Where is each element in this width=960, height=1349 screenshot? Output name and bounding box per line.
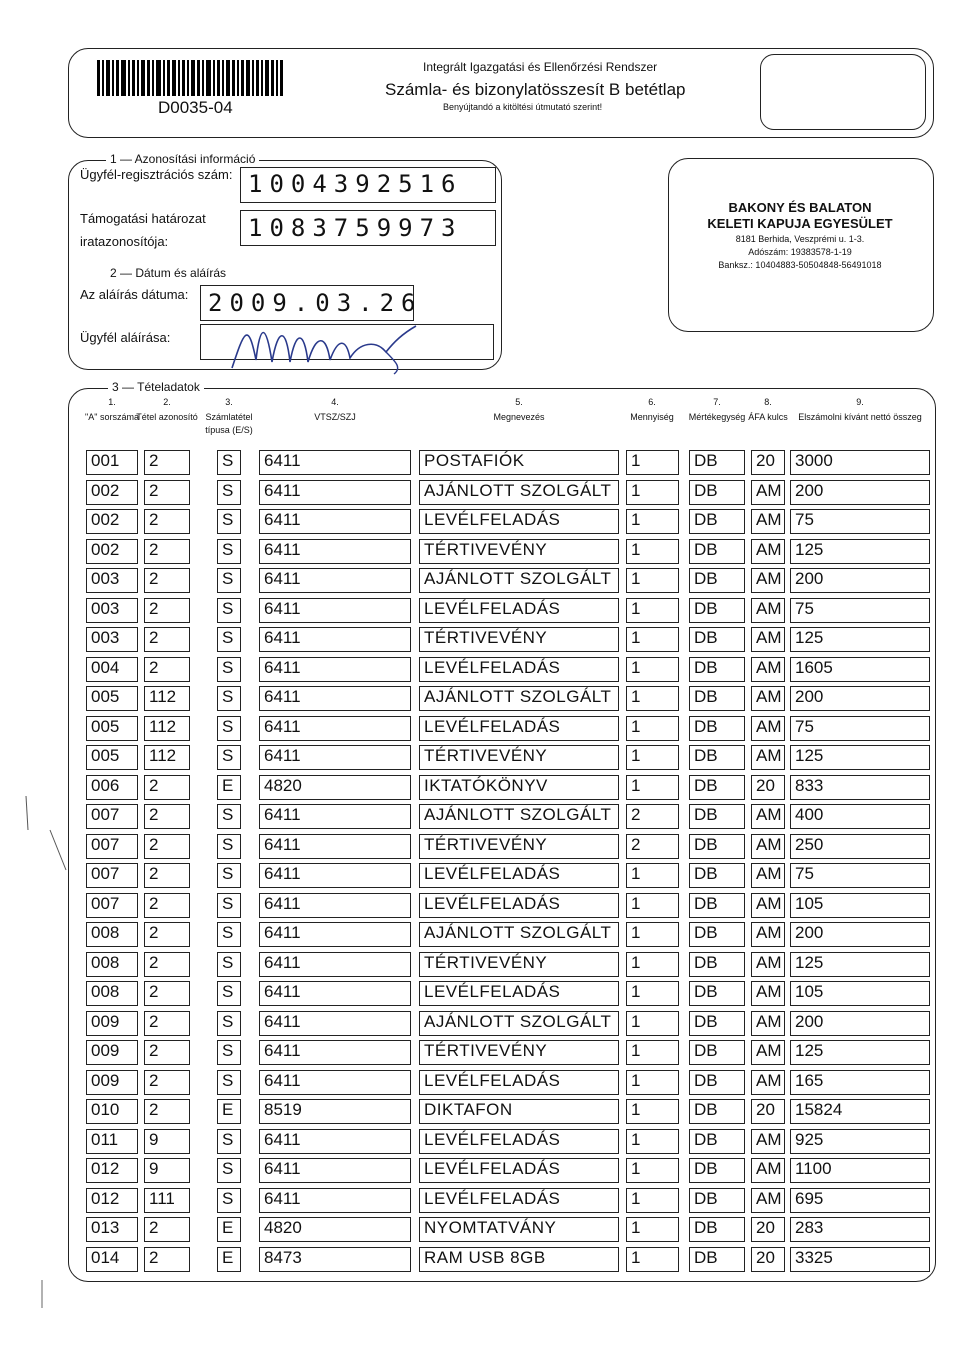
table-cell-col5[interactable]: TÉRTIVEVÉNY — [419, 745, 619, 770]
table-cell-col7[interactable]: DB — [689, 627, 745, 652]
table-cell-col7[interactable]: DB — [689, 1129, 745, 1154]
table-cell-col3[interactable]: S — [217, 834, 241, 859]
table-cell-col9[interactable]: 15824 — [790, 1099, 930, 1124]
table-cell-col9[interactable]: 75 — [790, 598, 930, 623]
section1-title: 1 — Azonosítási információ — [106, 152, 259, 166]
table-cell-col6[interactable]: 1 — [626, 922, 679, 947]
table-cell-col5[interactable]: LEVÉLFELADÁS — [419, 716, 619, 741]
decision-label-2: iratazonosítója: — [80, 234, 169, 249]
table-cell-col1[interactable]: 008 — [86, 952, 138, 977]
table-cell-col9[interactable]: 200 — [790, 568, 930, 593]
table-cell-col8[interactable]: AM — [751, 804, 785, 829]
margin-mark-2 — [36, 1280, 48, 1310]
table-cell-col9[interactable]: 3325 — [790, 1247, 930, 1272]
col-number-2: 2. — [163, 397, 171, 407]
col-header-8: ÁFA kulcs — [748, 412, 788, 422]
table-cell-col3[interactable]: S — [217, 1158, 241, 1183]
table-cell-col2[interactable]: 2 — [144, 1099, 190, 1124]
table-cell-col8[interactable]: AM — [751, 981, 785, 1006]
table-cell-col6[interactable]: 1 — [626, 509, 679, 534]
col-number-1: 1. — [108, 397, 116, 407]
table-cell-col6[interactable]: 1 — [626, 1247, 679, 1272]
stamp-line-3: 8181 Berhida, Veszprémi u. 1-3. — [735, 234, 865, 244]
table-cell-col2[interactable]: 112 — [144, 686, 190, 711]
table-cell-col4[interactable]: 6411 — [259, 981, 411, 1006]
section3-title: 3 — Tételadatok — [108, 380, 204, 394]
table-cell-col5[interactable]: LEVÉLFELADÁS — [419, 598, 619, 623]
margin-mark — [20, 790, 70, 880]
table-cell-col4[interactable]: 6411 — [259, 450, 411, 475]
table-cell-col4[interactable]: 6411 — [259, 627, 411, 652]
table-cell-col1[interactable]: 008 — [86, 922, 138, 947]
col-header-3: Számlatétel típusa (E/S) — [205, 412, 253, 435]
table-cell-col8[interactable]: AM — [751, 1158, 785, 1183]
table-cell-col7[interactable]: DB — [689, 745, 745, 770]
table-cell-col9[interactable]: 165 — [790, 1070, 930, 1095]
decision-value: 1083759973 — [248, 214, 463, 242]
table-cell-col2[interactable]: 112 — [144, 745, 190, 770]
table-cell-col5[interactable]: DIKTAFON — [419, 1099, 619, 1124]
table-cell-col8[interactable]: AM — [751, 1129, 785, 1154]
table-cell-col4[interactable]: 6411 — [259, 952, 411, 977]
table-cell-col9[interactable]: 400 — [790, 804, 930, 829]
table-cell-col7[interactable]: DB — [689, 834, 745, 859]
table-cell-col2[interactable]: 2 — [144, 893, 190, 918]
table-cell-col5[interactable]: AJÁNLOTT SZOLGÁLT — [419, 1011, 619, 1036]
table-cell-col5[interactable]: AJÁNLOTT SZOLGÁLT — [419, 804, 619, 829]
table-cell-col1[interactable]: 013 — [86, 1217, 138, 1242]
table-cell-col7[interactable]: DB — [689, 981, 745, 1006]
table-cell-col6[interactable]: 1 — [626, 981, 679, 1006]
table-cell-col7[interactable]: DB — [689, 1011, 745, 1036]
table-cell-col4[interactable]: 6411 — [259, 480, 411, 505]
decision-label-1: Támogatási határozat — [80, 211, 206, 226]
table-cell-col3[interactable]: S — [217, 627, 241, 652]
table-cell-col3[interactable]: E — [217, 1217, 241, 1242]
col-number-4: 4. — [331, 397, 339, 407]
table-cell-col4[interactable]: 6411 — [259, 863, 411, 888]
table-cell-col2[interactable]: 9 — [144, 1158, 190, 1183]
table-cell-col2[interactable]: 2 — [144, 598, 190, 623]
table-cell-col2[interactable]: 112 — [144, 716, 190, 741]
table-cell-col2[interactable]: 2 — [144, 568, 190, 593]
client-reg-value: 1004392516 — [248, 170, 463, 198]
table-cell-col2[interactable]: 9 — [144, 1129, 190, 1154]
table-cell-col2[interactable]: 2 — [144, 804, 190, 829]
table-cell-col8[interactable]: AM — [751, 509, 785, 534]
table-cell-col4[interactable]: 6411 — [259, 657, 411, 682]
table-cell-col7[interactable]: DB — [689, 539, 745, 564]
table-cell-col5[interactable]: LEVÉLFELADÁS — [419, 509, 619, 534]
table-cell-col5[interactable]: TÉRTIVEVÉNY — [419, 834, 619, 859]
table-cell-col6[interactable]: 1 — [626, 893, 679, 918]
table-cell-col1[interactable]: 005 — [86, 716, 138, 741]
table-cell-col8[interactable]: AM — [751, 863, 785, 888]
table-cell-col5[interactable]: AJÁNLOTT SZOLGÁLT — [419, 686, 619, 711]
table-cell-col9[interactable]: 1605 — [790, 657, 930, 682]
table-cell-col6[interactable]: 1 — [626, 775, 679, 800]
col-header-6: Mennyiség — [630, 412, 674, 422]
table-cell-col4[interactable]: 6411 — [259, 686, 411, 711]
col-header-1: "A" sorszáma — [85, 412, 139, 422]
table-cell-col4[interactable]: 6411 — [259, 1011, 411, 1036]
table-cell-col5[interactable]: TÉRTIVEVÉNY — [419, 539, 619, 564]
table-cell-col7[interactable]: DB — [689, 922, 745, 947]
table-cell-col5[interactable]: RAM USB 8GB — [419, 1247, 619, 1272]
table-cell-col4[interactable]: 4820 — [259, 1217, 411, 1242]
table-cell-col4[interactable]: 6411 — [259, 598, 411, 623]
instruction-text: Benyújtandó a kitöltési útmutató szerint! — [443, 102, 603, 112]
table-cell-col5[interactable]: AJÁNLOTT SZOLGÁLT — [419, 568, 619, 593]
col-header-9: Elszámolni kívánt nettó összeg — [798, 412, 922, 422]
table-cell-col8[interactable]: AM — [751, 539, 785, 564]
table-cell-col7[interactable]: DB — [689, 1070, 745, 1095]
table-cell-col6[interactable]: 1 — [626, 1188, 679, 1213]
table-cell-col5[interactable]: AJÁNLOTT SZOLGÁLT — [419, 480, 619, 505]
table-cell-col2[interactable]: 2 — [144, 952, 190, 977]
table-cell-col1[interactable]: 006 — [86, 775, 138, 800]
table-cell-col1[interactable]: 003 — [86, 568, 138, 593]
table-cell-col9[interactable]: 75 — [790, 716, 930, 741]
col-number-5: 5. — [515, 397, 523, 407]
table-cell-col4[interactable]: 6411 — [259, 1129, 411, 1154]
table-cell-col1[interactable]: 009 — [86, 1070, 138, 1095]
signature-label: Ügyfél aláírása: — [80, 330, 171, 345]
table-cell-col5[interactable]: LEVÉLFELADÁS — [419, 1070, 619, 1095]
table-cell-col3[interactable]: S — [217, 745, 241, 770]
table-cell-col3[interactable]: S — [217, 981, 241, 1006]
form-code: D0035-04 — [158, 98, 233, 117]
table-cell-col4[interactable]: 6411 — [259, 922, 411, 947]
table-cell-col6[interactable]: 1 — [626, 1011, 679, 1036]
table-cell-col2[interactable]: 2 — [144, 480, 190, 505]
table-cell-col8[interactable]: AM — [751, 627, 785, 652]
table-cell-col9[interactable]: 75 — [790, 509, 930, 534]
client-reg-label: Ügyfél-regisztrációs szám: — [80, 167, 233, 182]
col-header-4: VTSZ/SZJ — [314, 412, 356, 422]
table-cell-col9[interactable]: 125 — [790, 539, 930, 564]
section2-title: 2 — Dátum és aláírás — [106, 266, 230, 280]
table-cell-col9[interactable]: 1100 — [790, 1158, 930, 1183]
table-cell-col7[interactable]: DB — [689, 1158, 745, 1183]
table-cell-col8[interactable]: 20 — [751, 1099, 785, 1124]
table-cell-col6[interactable]: 1 — [626, 627, 679, 652]
table-cell-col2[interactable]: 2 — [144, 657, 190, 682]
stamp-line-2: KELETI KAPUJA EGYESÜLET — [707, 216, 893, 231]
col-number-7: 7. — [713, 397, 721, 407]
table-cell-col1[interactable]: 003 — [86, 627, 138, 652]
table-cell-col1[interactable]: 005 — [86, 745, 138, 770]
table-cell-col7[interactable]: DB — [689, 893, 745, 918]
col-header-5: Megnevezés — [493, 412, 545, 422]
table-cell-col1[interactable]: 009 — [86, 1040, 138, 1065]
table-cell-col8[interactable]: 20 — [751, 1217, 785, 1242]
table-cell-col4[interactable]: 6411 — [259, 1070, 411, 1095]
table-cell-col6[interactable]: 1 — [626, 539, 679, 564]
table-cell-col9[interactable]: 695 — [790, 1188, 930, 1213]
col-header-2: Tétel azonosító — [136, 412, 198, 422]
table-cell-col7[interactable]: DB — [689, 1247, 745, 1272]
table-cell-col1[interactable]: 007 — [86, 834, 138, 859]
table-cell-col1[interactable]: 005 — [86, 686, 138, 711]
table-cell-col4[interactable]: 6411 — [259, 893, 411, 918]
table-cell-col7[interactable]: DB — [689, 952, 745, 977]
signature-scribble — [226, 312, 426, 376]
col-number-9: 9. — [856, 397, 864, 407]
table-cell-col5[interactable]: TÉRTIVEVÉNY — [419, 952, 619, 977]
table-cell-col9[interactable]: 200 — [790, 1011, 930, 1036]
table-cell-col6[interactable]: 1 — [626, 568, 679, 593]
stamp-line-4: Adószám: 19383578-1-19 — [748, 247, 852, 257]
table-cell-col4[interactable]: 6411 — [259, 1040, 411, 1065]
table-cell-col4[interactable]: 6411 — [259, 568, 411, 593]
table-cell-col9[interactable]: 925 — [790, 1129, 930, 1154]
table-cell-col8[interactable]: AM — [751, 834, 785, 859]
table-cell-col3[interactable]: S — [217, 1040, 241, 1065]
table-cell-col9[interactable]: 283 — [790, 1217, 930, 1242]
table-cell-col6[interactable]: 1 — [626, 745, 679, 770]
table-cell-col7[interactable]: DB — [689, 568, 745, 593]
table-cell-col9[interactable]: 75 — [790, 863, 930, 888]
table-cell-col2[interactable]: 2 — [144, 775, 190, 800]
table-cell-col8[interactable]: AM — [751, 1011, 785, 1036]
table-cell-col1[interactable]: 009 — [86, 1011, 138, 1036]
table-cell-col1[interactable]: 003 — [86, 598, 138, 623]
table-cell-col1[interactable]: 014 — [86, 1247, 138, 1272]
table-cell-col9[interactable]: 105 — [790, 981, 930, 1006]
table-cell-col7[interactable]: DB — [689, 450, 745, 475]
form-title: Számla- és bizonylatösszesít B betétlap — [385, 80, 686, 99]
table-cell-col3[interactable]: E — [217, 1247, 241, 1272]
table-cell-col3[interactable]: S — [217, 893, 241, 918]
table-cell-col6[interactable]: 1 — [626, 450, 679, 475]
table-cell-col5[interactable]: LEVÉLFELADÁS — [419, 1158, 619, 1183]
table-cell-col3[interactable]: S — [217, 480, 241, 505]
table-cell-col4[interactable]: 6411 — [259, 716, 411, 741]
table-cell-col8[interactable]: AM — [751, 716, 785, 741]
table-cell-col3[interactable]: S — [217, 686, 241, 711]
table-cell-col6[interactable]: 1 — [626, 716, 679, 741]
table-cell-col1[interactable]: 008 — [86, 981, 138, 1006]
table-cell-col8[interactable]: AM — [751, 568, 785, 593]
table-cell-col5[interactable]: NYOMTATVÁNY — [419, 1217, 619, 1242]
table-cell-col2[interactable]: 2 — [144, 509, 190, 534]
table-cell-col3[interactable]: S — [217, 657, 241, 682]
table-cell-col1[interactable]: 002 — [86, 509, 138, 534]
table-cell-col6[interactable]: 1 — [626, 1070, 679, 1095]
table-cell-col1[interactable]: 011 — [86, 1129, 138, 1154]
table-cell-col8[interactable]: AM — [751, 1040, 785, 1065]
table-cell-col5[interactable]: LEVÉLFELADÁS — [419, 863, 619, 888]
table-cell-col4[interactable]: 6411 — [259, 804, 411, 829]
table-cell-col6[interactable]: 1 — [626, 1217, 679, 1242]
table-cell-col2[interactable]: 2 — [144, 922, 190, 947]
table-cell-col7[interactable]: DB — [689, 863, 745, 888]
table-cell-col8[interactable]: AM — [751, 1188, 785, 1213]
table-cell-col6[interactable]: 1 — [626, 863, 679, 888]
table-cell-col2[interactable]: 2 — [144, 1040, 190, 1065]
table-cell-col3[interactable]: S — [217, 1070, 241, 1095]
table-cell-col3[interactable]: S — [217, 716, 241, 741]
table-cell-col4[interactable]: 8519 — [259, 1099, 411, 1124]
table-cell-col8[interactable]: AM — [751, 1070, 785, 1095]
table-cell-col5[interactable]: TÉRTIVEVÉNY — [419, 1040, 619, 1065]
table-cell-col1[interactable]: 001 — [86, 450, 138, 475]
table-cell-col6[interactable]: 1 — [626, 1040, 679, 1065]
table-cell-col3[interactable]: S — [217, 863, 241, 888]
table-cell-col4[interactable]: 6411 — [259, 509, 411, 534]
col-number-8: 8. — [764, 397, 772, 407]
table-cell-col8[interactable]: 20 — [751, 775, 785, 800]
table-cell-col7[interactable]: DB — [689, 1217, 745, 1242]
table-cell-col9[interactable]: 125 — [790, 952, 930, 977]
table-cell-col6[interactable]: 1 — [626, 1099, 679, 1124]
table-cell-col3[interactable]: S — [217, 568, 241, 593]
table-cell-col5[interactable]: IKTATÓKÖNYV — [419, 775, 619, 800]
table-cell-col8[interactable]: AM — [751, 922, 785, 947]
table-cell-col9[interactable]: 250 — [790, 834, 930, 859]
table-cell-col1[interactable]: 007 — [86, 804, 138, 829]
table-cell-col5[interactable]: POSTAFIÓK — [419, 450, 619, 475]
table-cell-col9[interactable]: 200 — [790, 686, 930, 711]
table-cell-col2[interactable]: 2 — [144, 1217, 190, 1242]
table-cell-col1[interactable]: 002 — [86, 539, 138, 564]
table-cell-col3[interactable]: S — [217, 804, 241, 829]
col-number-6: 6. — [648, 397, 656, 407]
table-cell-col9[interactable]: 125 — [790, 627, 930, 652]
table-cell-col5[interactable]: LEVÉLFELADÁS — [419, 1188, 619, 1213]
table-cell-col7[interactable]: DB — [689, 657, 745, 682]
col-header-7: Mértékegység — [688, 412, 746, 422]
table-cell-col6[interactable]: 1 — [626, 1158, 679, 1183]
table-cell-col2[interactable]: 2 — [144, 863, 190, 888]
table-cell-col4[interactable]: 4820 — [259, 775, 411, 800]
table-cell-col4[interactable]: 6411 — [259, 745, 411, 770]
col-number-3: 3. — [225, 397, 233, 407]
table-cell-col2[interactable]: 2 — [144, 450, 190, 475]
table-cell-col5[interactable]: AJÁNLOTT SZOLGÁLT — [419, 922, 619, 947]
table-cell-col7[interactable]: DB — [689, 1188, 745, 1213]
table-cell-col5[interactable]: LEVÉLFELADÁS — [419, 657, 619, 682]
table-cell-col6[interactable]: 1 — [626, 598, 679, 623]
table-cell-col1[interactable]: 007 — [86, 893, 138, 918]
table-cell-col3[interactable]: S — [217, 598, 241, 623]
table-cell-col7[interactable]: DB — [689, 775, 745, 800]
table-cell-col9[interactable]: 125 — [790, 1040, 930, 1065]
table-cell-col8[interactable]: AM — [751, 598, 785, 623]
table-cell-col6[interactable]: 2 — [626, 804, 679, 829]
table-cell-col3[interactable]: S — [217, 450, 241, 475]
table-cell-col3[interactable]: S — [217, 1129, 241, 1154]
table-cell-col3[interactable]: S — [217, 539, 241, 564]
table-cell-col8[interactable]: AM — [751, 480, 785, 505]
stamp-line-1: BAKONY ÉS BALATON — [728, 200, 872, 215]
table-cell-col2[interactable]: 111 — [144, 1188, 190, 1213]
table-cell-col6[interactable]: 2 — [626, 834, 679, 859]
table-cell-col2[interactable]: 2 — [144, 1011, 190, 1036]
table-cell-col5[interactable]: LEVÉLFELADÁS — [419, 1129, 619, 1154]
table-cell-col3[interactable]: E — [217, 1099, 241, 1124]
table-cell-col7[interactable]: DB — [689, 1040, 745, 1065]
table-cell-col2[interactable]: 2 — [144, 981, 190, 1006]
table-cell-col3[interactable]: S — [217, 1188, 241, 1213]
table-cell-col9[interactable]: 200 — [790, 480, 930, 505]
table-cell-col6[interactable]: 1 — [626, 686, 679, 711]
table-cell-col4[interactable]: 6411 — [259, 539, 411, 564]
system-name: Integrált Igazgatási és Ellenőrzési Rendszer — [423, 60, 658, 74]
barcode — [97, 60, 297, 98]
table-cell-col4[interactable]: 6411 — [259, 834, 411, 859]
table-cell-col4[interactable]: 6411 — [259, 1188, 411, 1213]
table-cell-col7[interactable]: DB — [689, 598, 745, 623]
table-cell-col1[interactable]: 012 — [86, 1158, 138, 1183]
table-cell-col8[interactable]: AM — [751, 952, 785, 977]
table-cell-col2[interactable]: 2 — [144, 1070, 190, 1095]
table-cell-col9[interactable]: 3000 — [790, 450, 930, 475]
table-cell-col7[interactable]: DB — [689, 509, 745, 534]
table-cell-col1[interactable]: 012 — [86, 1188, 138, 1213]
table-cell-col9[interactable]: 105 — [790, 893, 930, 918]
table-cell-col7[interactable]: DB — [689, 480, 745, 505]
table-cell-col3[interactable]: E — [217, 775, 241, 800]
table-cell-col2[interactable]: 2 — [144, 834, 190, 859]
stamp-panel — [668, 158, 934, 332]
table-cell-col7[interactable]: DB — [689, 686, 745, 711]
table-cell-col6[interactable]: 1 — [626, 1129, 679, 1154]
table-cell-col8[interactable]: AM — [751, 686, 785, 711]
table-cell-col3[interactable]: S — [217, 952, 241, 977]
office-use-box — [760, 54, 926, 130]
table-cell-col1[interactable]: 007 — [86, 863, 138, 888]
table-cell-col1[interactable]: 010 — [86, 1099, 138, 1124]
table-cell-col6[interactable]: 1 — [626, 952, 679, 977]
table-cell-col2[interactable]: 2 — [144, 627, 190, 652]
table-cell-col9[interactable]: 125 — [790, 745, 930, 770]
table-cell-col1[interactable]: 004 — [86, 657, 138, 682]
table-cell-col7[interactable]: DB — [689, 716, 745, 741]
table-cell-col6[interactable]: 1 — [626, 480, 679, 505]
table-cell-col1[interactable]: 002 — [86, 480, 138, 505]
table-cell-col8[interactable]: AM — [751, 745, 785, 770]
table-cell-col9[interactable]: 200 — [790, 922, 930, 947]
table-cell-col4[interactable]: 6411 — [259, 1158, 411, 1183]
table-cell-col6[interactable]: 1 — [626, 657, 679, 682]
table-cell-col8[interactable]: 20 — [751, 450, 785, 475]
table-cell-col3[interactable]: S — [217, 509, 241, 534]
table-cell-col5[interactable]: TÉRTIVEVÉNY — [419, 627, 619, 652]
stamp-line-5: Banksz.: 10404883-50504848-56491018 — [718, 260, 882, 270]
date-label: Az aláírás dátuma: — [80, 287, 189, 302]
table-cell-col7[interactable]: DB — [689, 1099, 745, 1124]
table-cell-col8[interactable]: AM — [751, 657, 785, 682]
table-cell-col8[interactable]: AM — [751, 893, 785, 918]
date-value: 2009.03.26 — [208, 289, 423, 317]
table-cell-col9[interactable]: 833 — [790, 775, 930, 800]
table-cell-col8[interactable]: 20 — [751, 1247, 785, 1272]
table-cell-col2[interactable]: 2 — [144, 1247, 190, 1272]
table-cell-col2[interactable]: 2 — [144, 539, 190, 564]
table-cell-col3[interactable]: S — [217, 1011, 241, 1036]
table-cell-col5[interactable]: LEVÉLFELADÁS — [419, 981, 619, 1006]
table-cell-col4[interactable]: 8473 — [259, 1247, 411, 1272]
table-cell-col3[interactable]: S — [217, 922, 241, 947]
table-cell-col5[interactable]: LEVÉLFELADÁS — [419, 893, 619, 918]
table-cell-col7[interactable]: DB — [689, 804, 745, 829]
